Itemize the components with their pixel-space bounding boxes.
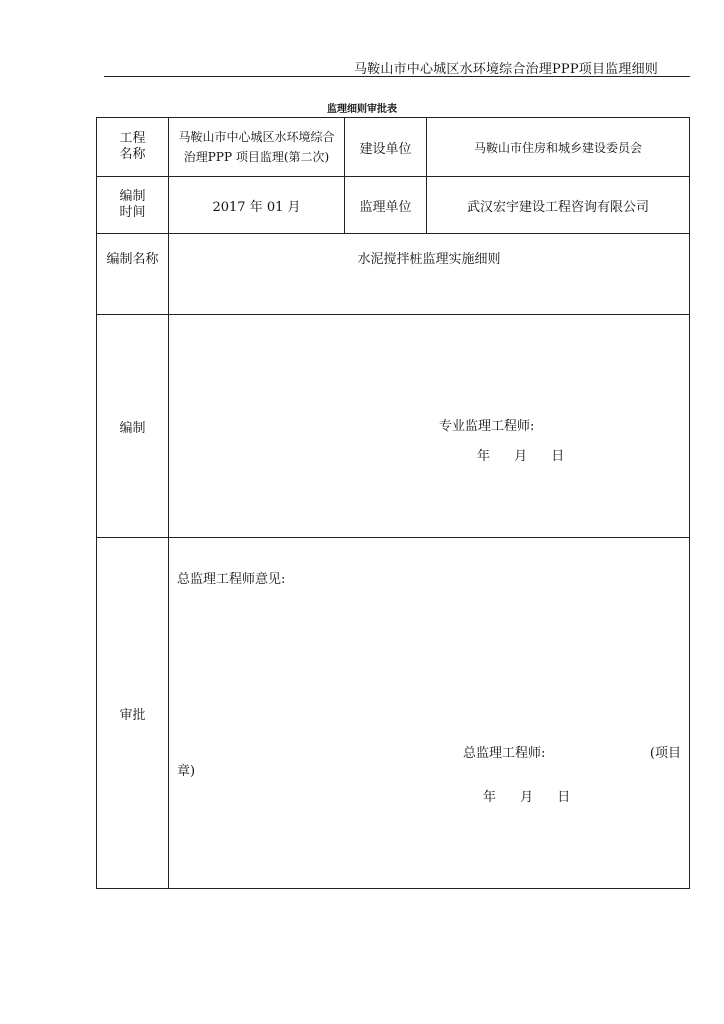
- compile-time-label-line1: 编制: [119, 189, 146, 204]
- compile-time-label-line2: 时间: [119, 205, 146, 220]
- form-title: 监理细则审批表: [327, 104, 397, 115]
- approve-label: 审批: [97, 538, 169, 889]
- form-row-time: [97, 177, 690, 234]
- project-seal-label-part2: 章): [177, 764, 196, 779]
- project-name-value: 马鞍山市中心城区水环境综合治理PPP 项目监理(第二次): [169, 118, 345, 177]
- compile-date-label: 年 月 日: [477, 449, 565, 464]
- compile-name-value: 水泥搅拌桩监理实施细则: [169, 234, 690, 315]
- form-row-compile: [97, 315, 690, 538]
- form-row-project: [97, 118, 690, 177]
- supervisor-unit-value: 武汉宏宇建设工程咨询有限公司: [427, 177, 690, 234]
- approval-form-table: [96, 117, 690, 889]
- owner-unit-label: 建设单位: [345, 118, 427, 177]
- project-name-label: [97, 118, 169, 177]
- approve-date-label: 年 月 日: [483, 790, 571, 805]
- header-rule: [104, 76, 690, 77]
- form-row-name: [97, 234, 690, 315]
- compile-content-cell: [169, 315, 690, 538]
- owner-unit-value: 马鞍山市住房和城乡建设委员会: [427, 118, 690, 177]
- project-name-label-line2: 名称: [119, 147, 146, 162]
- form-row-approve: [97, 538, 690, 889]
- compile-time-label: [97, 177, 169, 234]
- running-header-title: 马鞍山市中心城区水环境综合治理PPP项目监理细则: [353, 62, 658, 77]
- compile-time-value: 2017 年 01 月: [169, 177, 345, 234]
- compile-name-label: 编制名称: [97, 234, 169, 315]
- chief-opinion-label: 总监理工程师意见:: [177, 572, 286, 587]
- specialist-engineer-label: 专业监理工程师:: [439, 419, 535, 434]
- approve-content-cell: [169, 538, 690, 889]
- project-name-label-line1: 工程: [119, 131, 146, 146]
- project-seal-label-part1: (项目: [649, 746, 681, 761]
- compile-label: 编制: [97, 315, 169, 538]
- chief-engineer-label: 总监理工程师:: [463, 746, 546, 761]
- supervisor-unit-label: 监理单位: [345, 177, 427, 234]
